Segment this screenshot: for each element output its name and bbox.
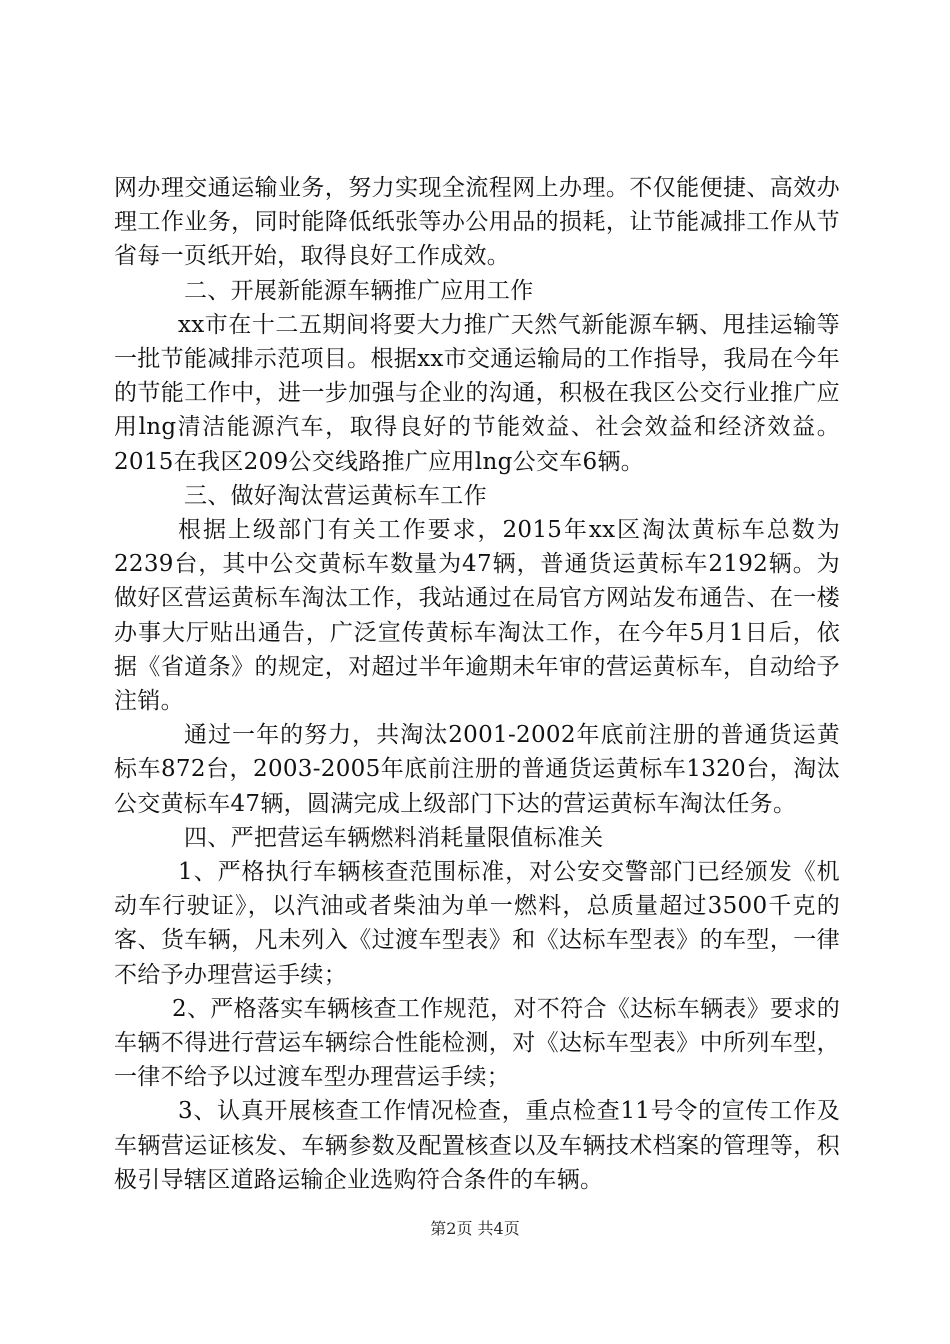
page-number-label: 第2页 共4页 (430, 1219, 520, 1238)
page-footer (0, 1216, 950, 1239)
paragraph-results: 通过一年的努力，共淘汰2001-2002年底前注册的普通货运黄标车872台，2003-2005年底前注册的普通货运黄标车1320台，淘汰公交黄标车47辆，圆满完成上级部门下达的营运黄标车淘汰任务。 (114, 722, 840, 817)
paragraph-item-2: 2、严格落实车辆核查工作规范，对不符合《达标车辆表》要求的车辆不得进行营运车辆综合性能检测，对《达标车型表》中所列车型，一律不给予以过渡车型办理营运手续； (114, 995, 840, 1091)
section-heading-4: 四、严把营运车辆燃料消耗量限值标准关 (184, 824, 604, 851)
section-heading-3: 三、做好淘汰营运黄标车工作 (184, 482, 487, 509)
paragraph-yellow-label: 根据上级部门有关工作要求，2015年xx区淘汰黄标车总数为2239台，其中公交黄标车数量为47辆，普通货运黄标车2192辆。为做好区营运黄标车淘汰工作，我站通过在局官方网站发布通告、在一楼办事大厅贴出通告，广泛宣传黄标车淘汰工作，在今年5月1日后，依据《省道条》的规定，对超过半年逾期未年审的营运黄标车，自动给予注销。 (114, 517, 840, 715)
document-body (114, 171, 840, 1197)
section-heading-2: 二、开展新能源车辆推广应用工作 (184, 277, 534, 304)
paragraph-item-1: 1、严格执行车辆核查范围标准，对公安交警部门已经颁发《机动车行驶证》，以汽油或者柴油为单一燃料，总质量超过3500千克的客、货车辆，凡未列入《过渡车型表》和《达标车型表》的车型，一律不给予办理营运手续； (114, 859, 840, 988)
paragraph-continuation: 网办理交通运输业务，努力实现全流程网上办理。不仅能便捷、高效办理工作业务，同时能降低纸张等办公用品的损耗，让节能减排工作从节省每一页纸开始，取得良好工作成效。 (114, 175, 840, 270)
paragraph-new-energy: xx市在十二五期间将要大力推广天然气新能源车辆、甩挂运输等一批节能减排示范项目。根据xx市交通运输局的工作指导，我局在今年的节能工作中，进一步加强与企业的沟通，积极在我区公交行业推广应用lng清洁能源汽车，取得良好的节能效益、社会效益和经济效益。2015在我区209公交线路推广应用lng公交车6辆。 (114, 311, 840, 475)
paragraph-item-3: 3、认真开展核查工作情况检查，重点检查11号令的宣传工作及车辆营运证核发、车辆参数及配置核查以及车辆技术档案的管理等，积极引导辖区道路运输企业选购符合条件的车辆。 (114, 1098, 840, 1193)
